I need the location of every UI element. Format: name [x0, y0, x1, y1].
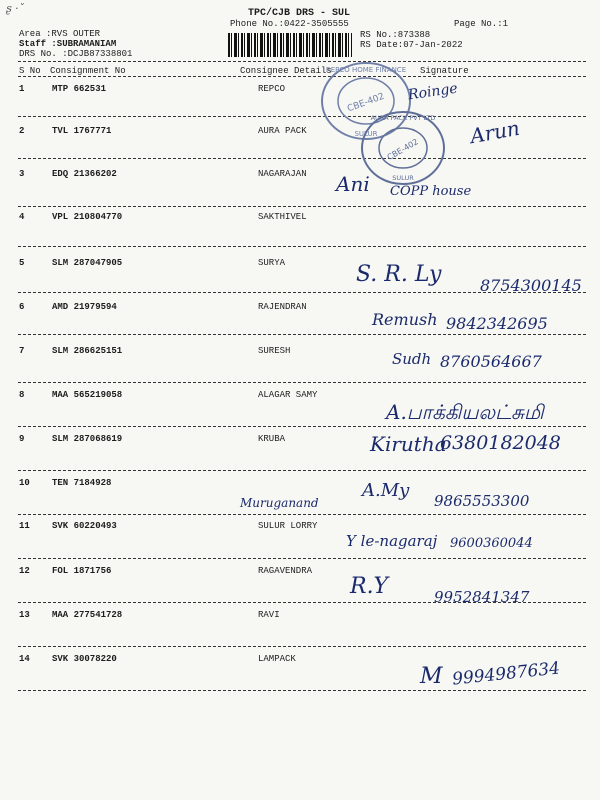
row-consignee: SAKTHIVEL — [258, 212, 307, 222]
row-consignee: RAVI — [258, 610, 280, 620]
stamp-text: AURA PACK PVT LTD — [370, 114, 436, 122]
divider — [18, 61, 586, 62]
signature-r9: Kirutha — [370, 432, 447, 456]
row-consignee: NAGARAJAN — [258, 169, 307, 179]
row-consignment: TEN 7184928 — [52, 478, 112, 488]
row-consignment: TVL 1767771 — [52, 126, 112, 136]
table-row — [0, 566, 600, 578]
row-consignment: SVK 30078220 — [52, 654, 117, 664]
page-number: Page No.:1 — [454, 19, 509, 29]
phone-r14: 9994987634 — [451, 658, 561, 690]
table-row — [0, 610, 600, 622]
table-row — [0, 478, 600, 490]
signature-r5: S. R. Ly — [356, 262, 442, 287]
signature-r3: Ani — [336, 172, 370, 196]
stamp-text: SULUR — [392, 174, 414, 182]
row-sno: 9 — [19, 434, 25, 444]
staff-label: Staff :SUBRAMANIAM — [19, 39, 117, 49]
row-divider — [18, 558, 586, 559]
signature-r8: A.பாக்கியலட்சுமி — [386, 400, 544, 424]
row-sno: 5 — [19, 258, 25, 268]
row-sno: 6 — [19, 302, 25, 312]
drs-number: DRS No. :DCJB87338801 — [19, 49, 133, 59]
row-consignee: REPCO — [258, 84, 286, 94]
stamp-code: CBE-402 — [385, 137, 420, 163]
row-divider — [18, 382, 586, 383]
row-consignee: SURYA — [258, 258, 286, 268]
signature-r6: Remush — [372, 310, 438, 329]
row-divider — [18, 514, 586, 515]
row-consignee: LAMPACK — [258, 654, 296, 664]
signature-r7: Sudh — [392, 350, 432, 368]
row-consignment: EDQ 21366202 — [52, 169, 117, 179]
row-divider — [18, 116, 586, 117]
row-consignee: SULUR LORRY — [258, 521, 318, 531]
signature-r12: R.Y — [350, 574, 389, 599]
row-sno: 14 — [19, 654, 30, 664]
phone-r10: 9865553300 — [434, 492, 530, 510]
row-consignment: SLM 287068619 — [52, 434, 123, 444]
report-title: TPC/CJB DRS - SUL — [248, 8, 351, 19]
aura-pack-stamp — [358, 108, 448, 188]
phone-r9: 6380182048 — [440, 432, 561, 454]
table-row — [0, 84, 600, 96]
signature-r10: A.My — [362, 480, 410, 501]
row-sno: 12 — [19, 566, 30, 576]
table-row — [0, 302, 600, 314]
row-consignment: MAA 565219058 — [52, 390, 123, 400]
table-row — [0, 258, 600, 270]
stamp-text: SULUR — [354, 130, 378, 138]
signature-r10-left: Muruganand — [240, 496, 319, 510]
phone-r11: 9600360044 — [450, 536, 533, 551]
row-sno: 3 — [19, 169, 25, 179]
row-sno: 8 — [19, 390, 25, 400]
row-consignee: ALAGAR SAMY — [258, 390, 318, 400]
row-sno: 11 — [19, 521, 30, 531]
stamp-text: REPCO HOME FINANCE — [325, 66, 407, 74]
phone-r6: 9842342695 — [446, 314, 548, 333]
divider — [18, 76, 586, 77]
row-consignment: FOL 1871756 — [52, 566, 112, 576]
corner-mark: ʂ ·ˇ — [6, 2, 25, 15]
table-row — [0, 521, 600, 533]
row-sno: 13 — [19, 610, 30, 620]
note-r3: COPP house — [390, 184, 472, 199]
row-divider — [18, 334, 586, 335]
stamp-code: CBE-402 — [346, 91, 386, 115]
row-consignment: VPL 210804770 — [52, 212, 123, 222]
row-consignee: RAGAVENDRA — [258, 566, 313, 576]
signature-r1: Roinge — [407, 80, 459, 104]
row-consignment: SVK 60220493 — [52, 521, 117, 531]
row-consignee: KRUBA — [258, 434, 286, 444]
signature-r2: Arun — [468, 115, 522, 149]
signature-r11: Y le-nagaraj — [346, 532, 438, 550]
barcode — [228, 33, 352, 57]
row-divider — [18, 690, 586, 691]
row-consignment: MAA 277541728 — [52, 610, 123, 620]
phone-r7: 8760564667 — [440, 352, 542, 371]
rs-date: RS Date:07-Jan-2022 — [360, 40, 463, 50]
row-consignee: SURESH — [258, 346, 291, 356]
row-consignment: MTP 662531 — [52, 84, 107, 94]
rs-number: RS No.:873388 — [360, 30, 431, 40]
row-divider — [18, 470, 586, 471]
col-signature: Signature — [420, 66, 469, 76]
row-consignment: SLM 286625151 — [52, 346, 123, 356]
col-consignment: Consignment No — [50, 66, 126, 76]
row-divider — [18, 158, 586, 159]
row-consignee: RAJENDRAN — [258, 302, 307, 312]
col-sno: S No — [19, 66, 41, 76]
row-consignment: SLM 287047905 — [52, 258, 123, 268]
row-sno: 1 — [19, 84, 25, 94]
row-divider — [18, 646, 586, 647]
table-row — [0, 212, 600, 224]
col-consignee: Consignee Details — [240, 66, 332, 76]
row-sno: 4 — [19, 212, 25, 222]
row-sno: 10 — [19, 478, 30, 488]
phone-r12: 9952841347 — [434, 588, 530, 606]
row-consignment: AMD 21979594 — [52, 302, 117, 312]
phone-number: Phone No.:0422-3505555 — [230, 19, 349, 29]
row-consignee: AURA PACK — [258, 126, 307, 136]
row-sno: 2 — [19, 126, 25, 136]
row-divider — [18, 206, 586, 207]
row-divider — [18, 246, 586, 247]
phone-r5: 8754300145 — [480, 276, 582, 295]
row-sno: 7 — [19, 346, 25, 356]
table-row — [0, 169, 600, 181]
area-label: Area :RVS OUTER — [19, 29, 101, 39]
signature-r14: M — [420, 664, 443, 689]
